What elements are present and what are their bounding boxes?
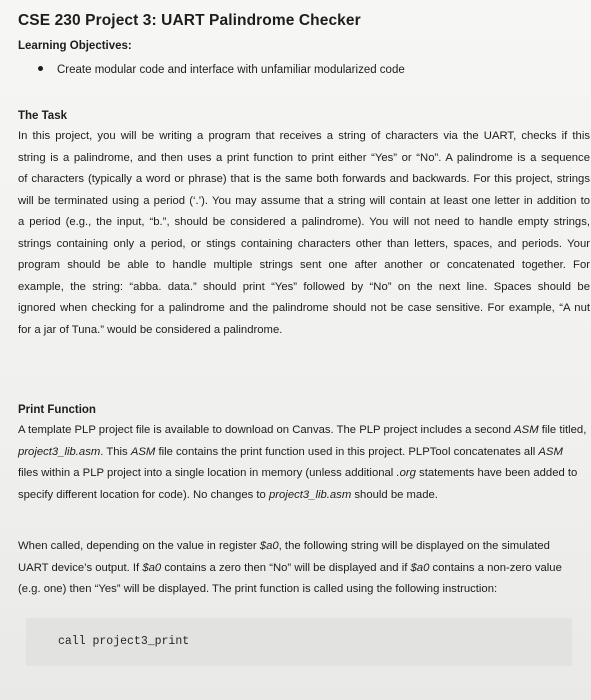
objective-text: Create modular code and interface with unfamiliar modularized code (57, 64, 405, 76)
task-line: program should be able to handle multiple strings sent one after another or concatenated together. For (18, 259, 590, 271)
task-line: of characters (typically a word or phrase) that is the same both forwards and backwards. For this project, strings (18, 173, 590, 185)
task-line: will be terminated using a period (‘.’). You may assume that a string will contain at least one letter in addition to (18, 194, 590, 207)
print-line: files within a PLP project into a single location in memory (unless additional .org statements have been added to (18, 467, 578, 479)
print-line: When called, depending on the value in register $a0, the following string will be displayed on the simulated (18, 540, 550, 552)
print-paragraph-1 (18, 420, 590, 506)
task-line: ignored when checking for a palindrome and the palindrome should not be case sensitive. For example, “A nut (18, 302, 590, 314)
task-line: In this project, you will be writing a program that receives a string of characters via the UART, checks if this (18, 130, 590, 142)
objective-item (38, 64, 405, 76)
code-block (26, 618, 572, 666)
objectives-heading: Learning Objectives: (18, 40, 132, 52)
task-line: string is a palindrome, and then uses a print function to print either “Yes” or “No”. A palindrome is a sequence (18, 151, 590, 164)
task-heading: The Task (18, 110, 67, 122)
task-line: example, the string: “abba. data.” should print “Yes” followed by “No” on the next line. Spaces should be (18, 280, 590, 293)
print-line: (e.g. one) then “Yes” will be displayed. The print function is called using the following instruction: (18, 583, 498, 595)
task-line: strings containing only a period, or stings containing characters other than letters, spaces, and periods. Your (18, 237, 590, 250)
print-paragraph-2 (18, 536, 590, 601)
code-text: call project3_print (58, 635, 190, 648)
bullet-icon (38, 66, 43, 71)
task-paragraph (18, 126, 590, 341)
print-line: specify different location for code). No changes to project3_lib.asm should be made. (18, 488, 438, 501)
print-line: project3_lib.asm. This ASM file contains the print function used in this project. PLPTool concatenates all ASM (18, 445, 563, 458)
page-title: CSE 230 Project 3: UART Palindrome Checker (18, 12, 361, 29)
print-heading: Print Function (18, 404, 96, 416)
print-line: A template PLP project file is available to download on Canvas. The PLP project includes a second ASM file titled, (18, 424, 587, 436)
print-line: UART device’s output. If $a0 contains a zero then “No” will be displayed and if $a0 contains a non-zero value (18, 561, 562, 574)
task-line: a period (e.g., the input, “b.”, should be considered a palindrome). You will not need to handle empty strings, (18, 216, 590, 228)
task-line: for a jar of Tuna.” would be considered a palindrome. (18, 323, 283, 336)
